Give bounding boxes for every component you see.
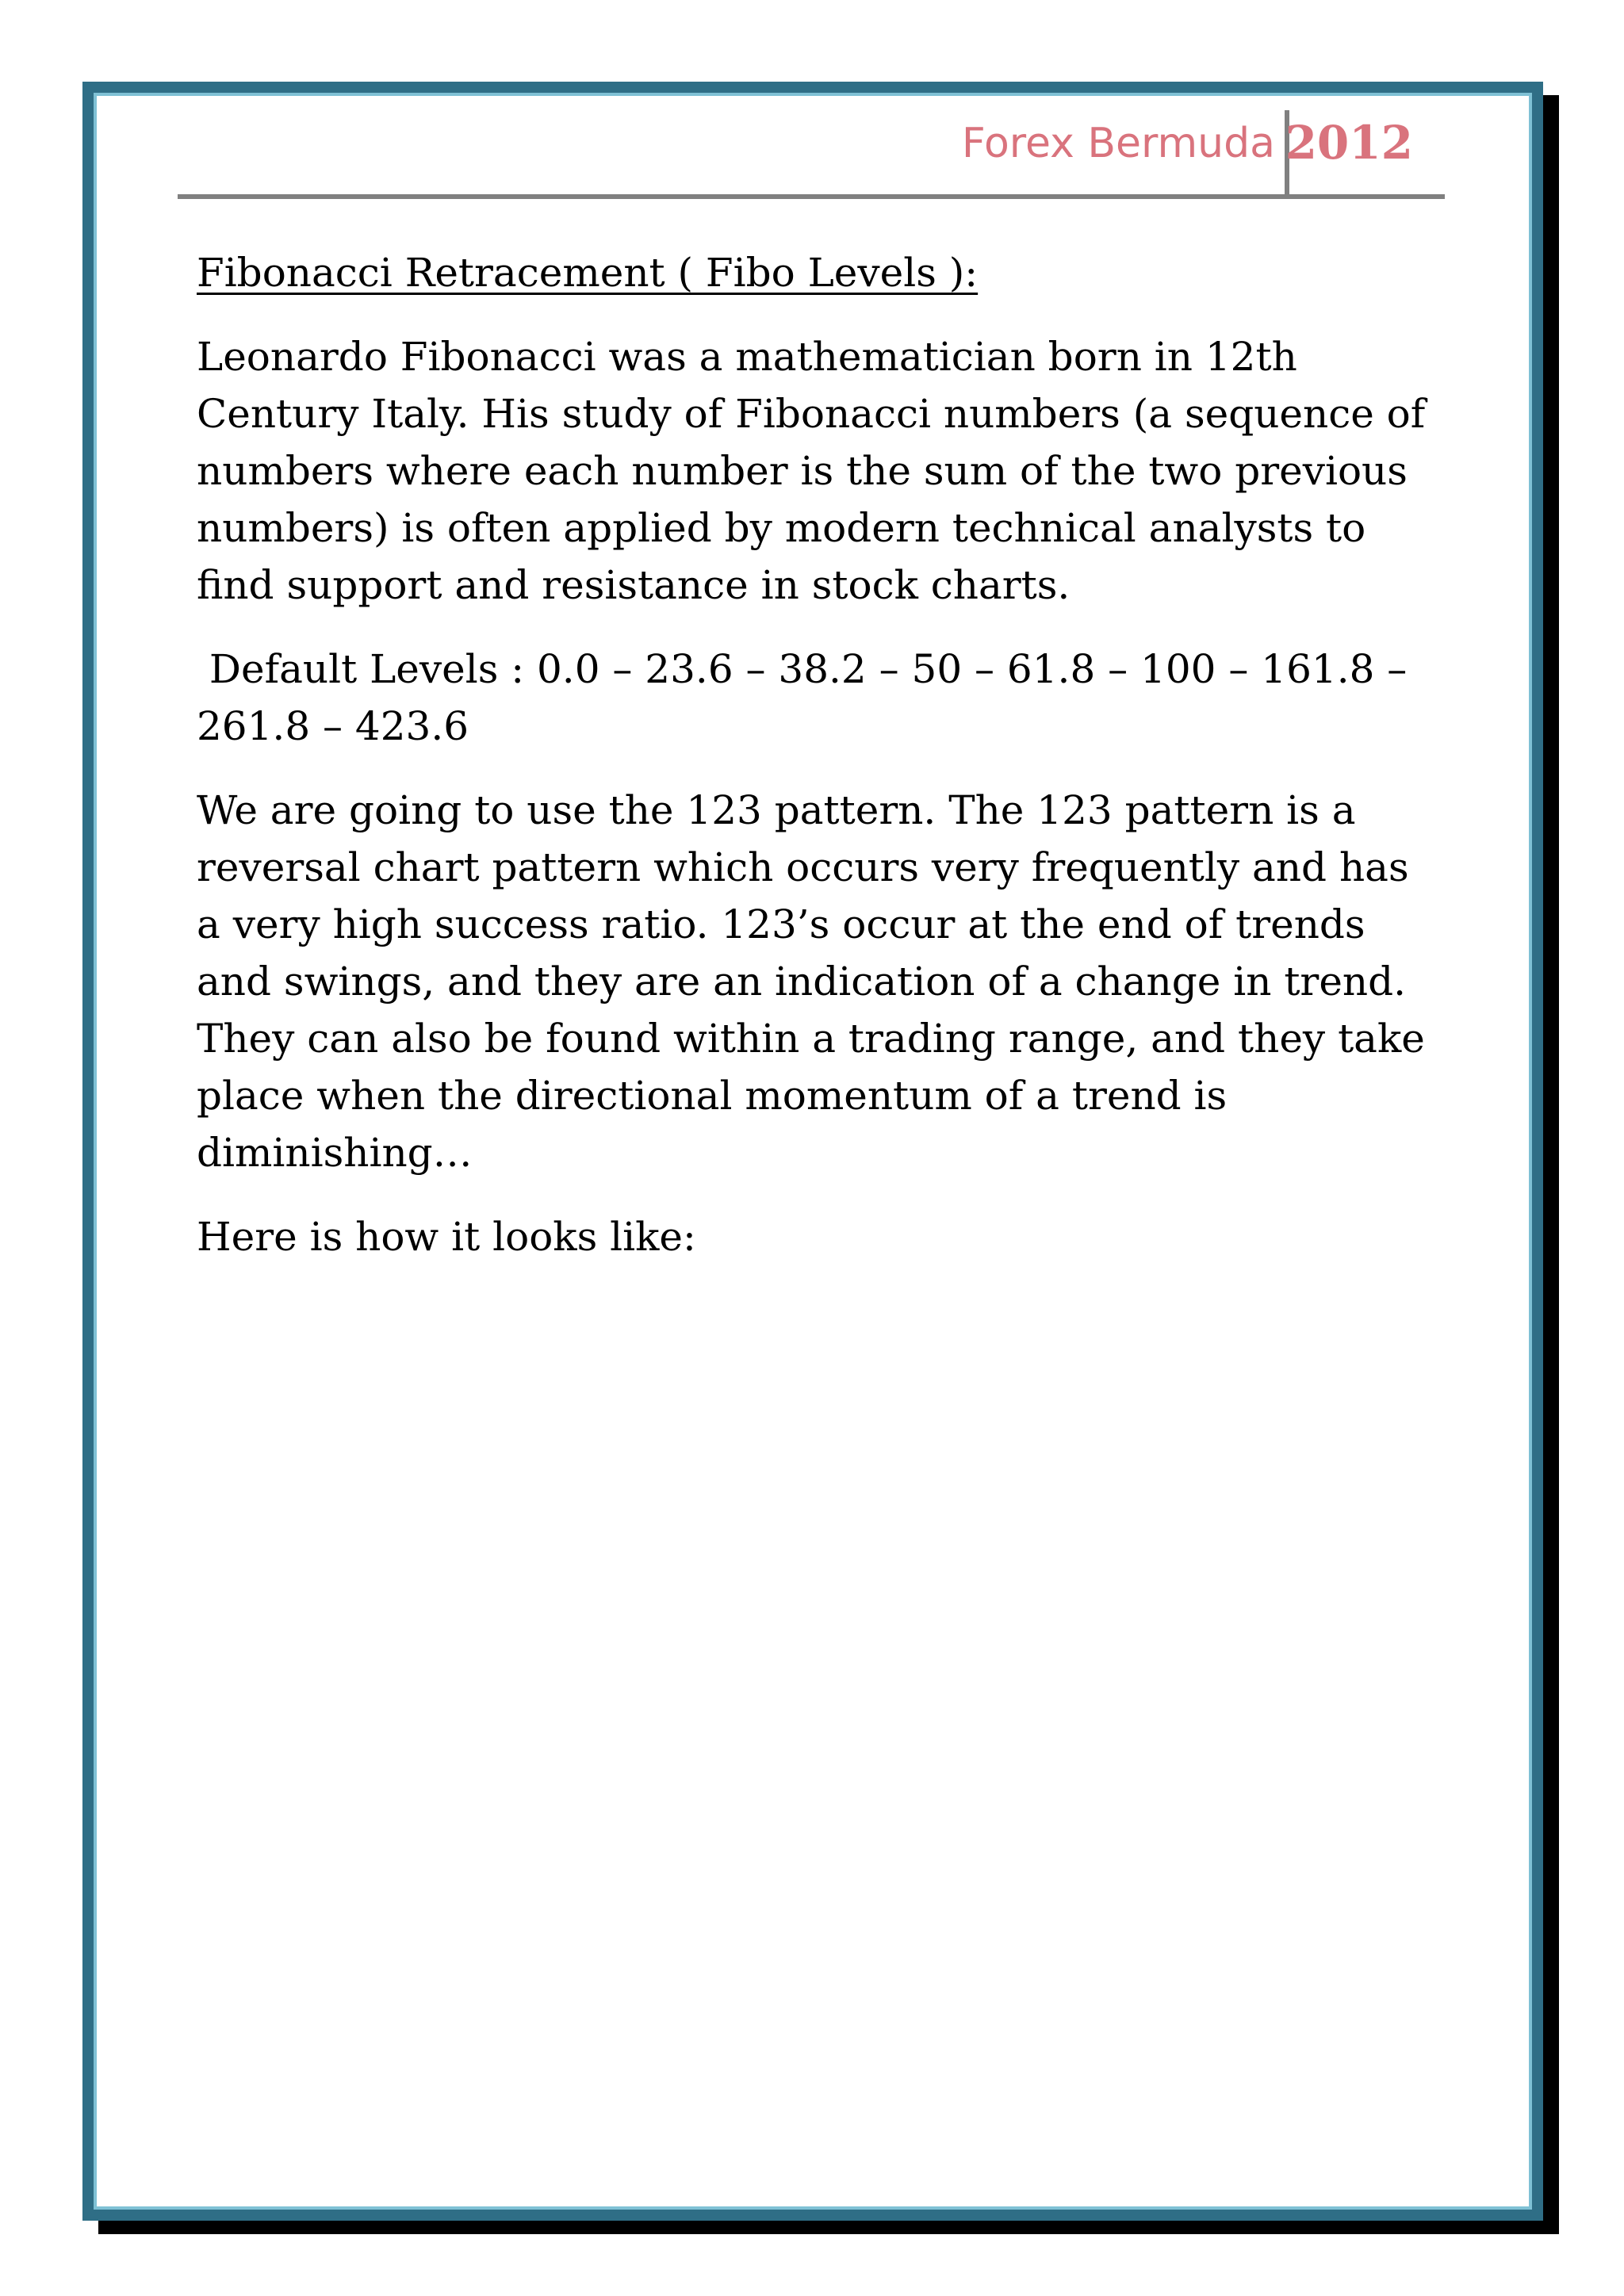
header-title: Forex Bermuda xyxy=(961,120,1275,167)
intro-paragraph: Leonardo Fibonacci was a mathematician born in 12th Century Italy. His study of Fibonacci numbers (a sequence of numbers where each number is the sum of the two previous numbers) is often applied by modern technical analysts to find support and resistance in stock charts. xyxy=(197,334,1426,608)
default-levels-paragraph: Default Levels : 0.0 – 23.6 – 38.2 – 50 – 61.8 – 100 – 161.8 – 261.8 – 423.6 xyxy=(197,646,1420,749)
header-year: 2012 xyxy=(1285,116,1413,170)
page-header xyxy=(178,110,1445,199)
document-body xyxy=(197,244,1442,1292)
page-inner xyxy=(94,93,1532,2210)
section-heading: Fibonacci Retracement ( Fibo Levels ): xyxy=(197,250,979,296)
closing-paragraph: Here is how it looks like: xyxy=(197,1214,696,1260)
pattern-paragraph: We are going to use the 123 pattern. The 123 pattern is a reversal chart pattern which occurs very frequently and has a very high success ratio. 123’s occur at the end of trends and swings, and they are an indication of a change in trend. They can also be found within a trading range, and they take place when the directional momentum of a trend is diminishing… xyxy=(197,787,1425,1176)
page-frame xyxy=(82,82,1543,2221)
